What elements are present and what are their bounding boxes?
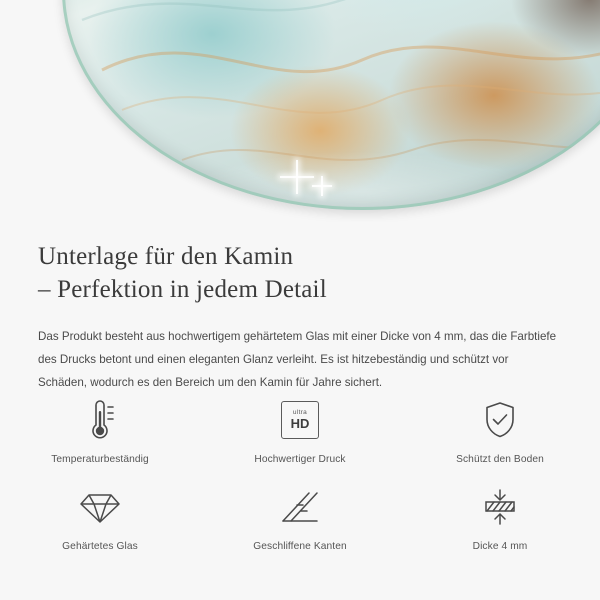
feature-label: Dicke 4 mm	[472, 541, 528, 552]
diamond-icon	[78, 483, 122, 531]
feature-item-thickness	[400, 483, 600, 552]
feature-grid	[0, 396, 600, 552]
feature-item-tempered-glass	[0, 483, 200, 552]
glass-disc-product	[62, 0, 600, 210]
ultra-hd-icon	[281, 396, 319, 444]
headline-line-2: – Perfektion in jedem Detail	[38, 276, 327, 304]
headline-line-1: Unterlage für den Kamin	[38, 243, 294, 270]
hero-image	[0, 0, 600, 222]
marble-veins-decoration	[62, 0, 600, 210]
thickness-icon	[478, 483, 522, 531]
text-content	[0, 222, 600, 394]
page-title	[0, 222, 600, 307]
ultra-hd-badge-bottom: HD	[290, 416, 310, 432]
polished-edges-icon	[279, 483, 321, 531]
feature-label: Hochwertiger Druck	[254, 454, 346, 465]
feature-item-floor-protection	[400, 396, 600, 465]
feature-item-print-quality	[200, 396, 400, 465]
feature-label: Temperaturbeständig	[51, 454, 149, 465]
ultra-hd-badge-top: ultra	[292, 408, 308, 416]
shield-check-icon	[480, 396, 520, 444]
feature-label: Gehärtetes Glas	[62, 541, 138, 552]
feature-label: Schützt den Boden	[456, 454, 544, 465]
feature-item-polished-edges	[200, 483, 400, 552]
thermometer-icon	[78, 396, 122, 444]
feature-label: Geschliffene Kanten	[253, 541, 347, 552]
description-paragraph: Das Produkt besteht aus hochwertigem gehärtetem Glas mit einer Dicke von 4 mm, das die Farbtiefe des Drucks betont und einen eleganten Glanz verleiht. Es ist hitzebeständig und schützt vor Schäden, wodurch es den Bereich um den Kamin für Jahre sichert.	[38, 329, 557, 389]
feature-item-temperature	[0, 396, 200, 465]
